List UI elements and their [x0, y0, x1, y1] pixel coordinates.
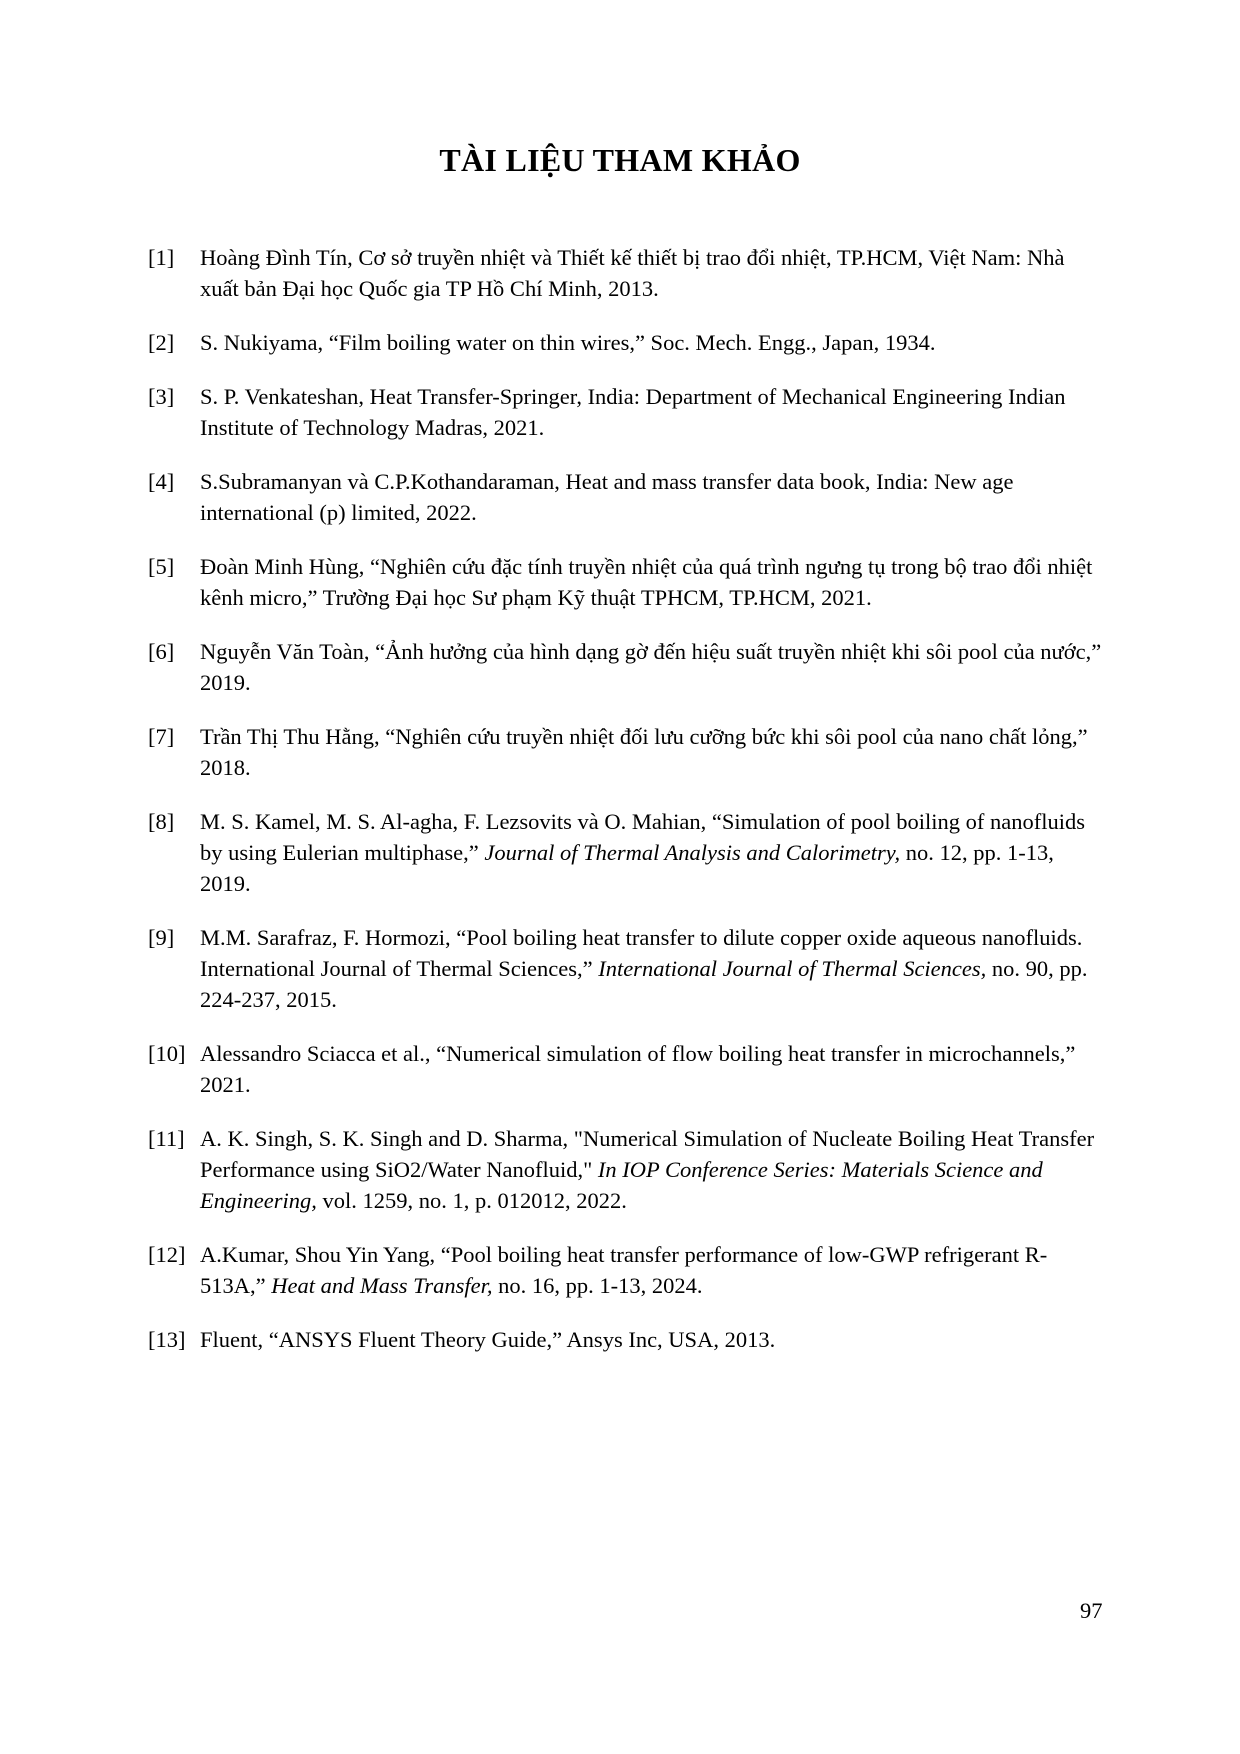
reference-number: [7] [148, 724, 175, 749]
reference-item [148, 466, 1108, 528]
reference-text [200, 327, 1108, 358]
reference-segment: Nguyễn Văn Toàn, “Ảnh hưởng của hình dạng gờ đến hiệu suất truyền nhiệt khi sôi pool của nước,” 2019. [200, 639, 1102, 695]
reference-text [200, 806, 1108, 899]
reference-segment: A.Kumar, Shou Yin Yang, “Pool boiling heat transfer performance of low-GWP refrigerant R-513A,” [200, 1242, 1048, 1298]
reference-item [148, 1324, 1108, 1355]
reference-number: [1] [148, 245, 175, 270]
reference-segment: Alessandro Sciacca et al., “Numerical simulation of flow boiling heat transfer in microchannels,” 2021. [200, 1041, 1076, 1097]
reference-segment: vol. 1259, no. 1, p. 012012, 2022. [316, 1188, 627, 1213]
reference-number: [9] [148, 925, 175, 950]
reference-segment: no. 12, pp. 1-13, 2019. [200, 840, 1054, 896]
reference-segment: no. 90, pp. 224-237, 2015. [200, 956, 1088, 1012]
reference-item [148, 1239, 1108, 1301]
reference-segment: Fluent, “ANSYS Fluent Theory Guide,” Ansys Inc, USA, 2013. [200, 1327, 776, 1352]
reference-number: [2] [148, 330, 175, 355]
reference-number: [6] [148, 639, 175, 664]
reference-item [148, 551, 1108, 613]
reference-text [200, 551, 1108, 613]
reference-segment: Đoàn Minh Hùng, “Nghiên cứu đặc tính truyền nhiệt của quá trình ngưng tụ trong bộ trao đổi nhiệt kênh micro,” Trường Đại học Sư phạm Kỹ thuật TPHCM, TP.HCM, 2021. [200, 554, 1093, 610]
reference-item [148, 327, 1108, 358]
reference-number: [5] [148, 554, 175, 579]
reference-segment: A. K. Singh, S. K. Singh and D. Sharma, "Numerical Simulation of Nucleate Boiling Heat Transfer Performance using SiO2/Water Nanofluid," [200, 1126, 1095, 1182]
reference-source-italic: Heat and Mass Transfer, [271, 1273, 493, 1298]
reference-item [148, 1038, 1108, 1100]
page-number: 97 [1080, 1598, 1103, 1623]
reference-segment: Hoàng Đình Tín, Cơ sở truyền nhiệt và Thiết kế thiết bị trao đổi nhiệt, TP.HCM, Việt Nam: Nhà xuất bản Đại học Quốc gia TP Hồ Chí Minh, 2013. [200, 245, 1065, 301]
reference-segment: S.Subramanyan và C.P.Kothandaraman, Heat and mass transfer data book, India: New age international (p) limited, 2022. [200, 469, 1014, 525]
reference-text [200, 381, 1108, 443]
reference-source-italic: International Journal of Thermal Sciences, [598, 956, 987, 981]
reference-item [148, 381, 1108, 443]
reference-text [200, 1324, 1108, 1355]
reference-segment: M.M. Sarafraz, F. Hormozi, “Pool boiling heat transfer to dilute copper oxide aqueous nanofluids. International Journal of Thermal Sciences,” [200, 925, 1083, 981]
reference-segment: S. P. Venkateshan, Heat Transfer-Springer, India: Department of Mechanical Engineering Indian Institute of Technology Madras, 2021. [200, 384, 1066, 440]
reference-source-italic: Journal of Thermal Analysis and Calorimetry, [484, 840, 901, 865]
reference-segment: M. S. Kamel, M. S. Al-agha, F. Lezsovits và O. Mahian, “Simulation of pool boiling of nanofluids by using Eulerian multiphase,” [200, 809, 1085, 865]
reference-item [148, 242, 1108, 304]
reference-text [200, 922, 1108, 1015]
reference-number: [4] [148, 469, 175, 494]
reference-item [148, 806, 1108, 899]
reference-list [148, 242, 1108, 1378]
reference-item [148, 1123, 1108, 1216]
reference-text [200, 1123, 1108, 1216]
reference-text [200, 636, 1108, 698]
reference-number: [11] [148, 1126, 185, 1151]
reference-text [200, 242, 1108, 304]
reference-number: [10] [148, 1041, 186, 1066]
reference-text [200, 721, 1108, 783]
reference-number: [12] [148, 1242, 186, 1267]
reference-number: [13] [148, 1327, 186, 1352]
reference-number: [8] [148, 809, 175, 834]
page-title: TÀI LIỆU THAM KHẢO [439, 142, 801, 178]
reference-number: [3] [148, 384, 175, 409]
reference-text [200, 1239, 1108, 1301]
reference-source-italic: In IOP Conference Series: Materials Science and Engineering, [200, 1157, 1043, 1213]
reference-text [200, 466, 1108, 528]
reference-segment: no. 16, pp. 1-13, 2024. [492, 1273, 703, 1298]
reference-segment: Trần Thị Thu Hằng, “Nghiên cứu truyền nhiệt đối lưu cưỡng bức khi sôi pool của nano chất lỏng,” 2018. [200, 724, 1088, 780]
reference-segment: S. Nukiyama, “Film boiling water on thin wires,” Soc. Mech. Engg., Japan, 1934. [200, 330, 936, 355]
reference-text [200, 1038, 1108, 1100]
reference-item [148, 721, 1108, 783]
reference-item [148, 636, 1108, 698]
reference-item [148, 922, 1108, 1015]
